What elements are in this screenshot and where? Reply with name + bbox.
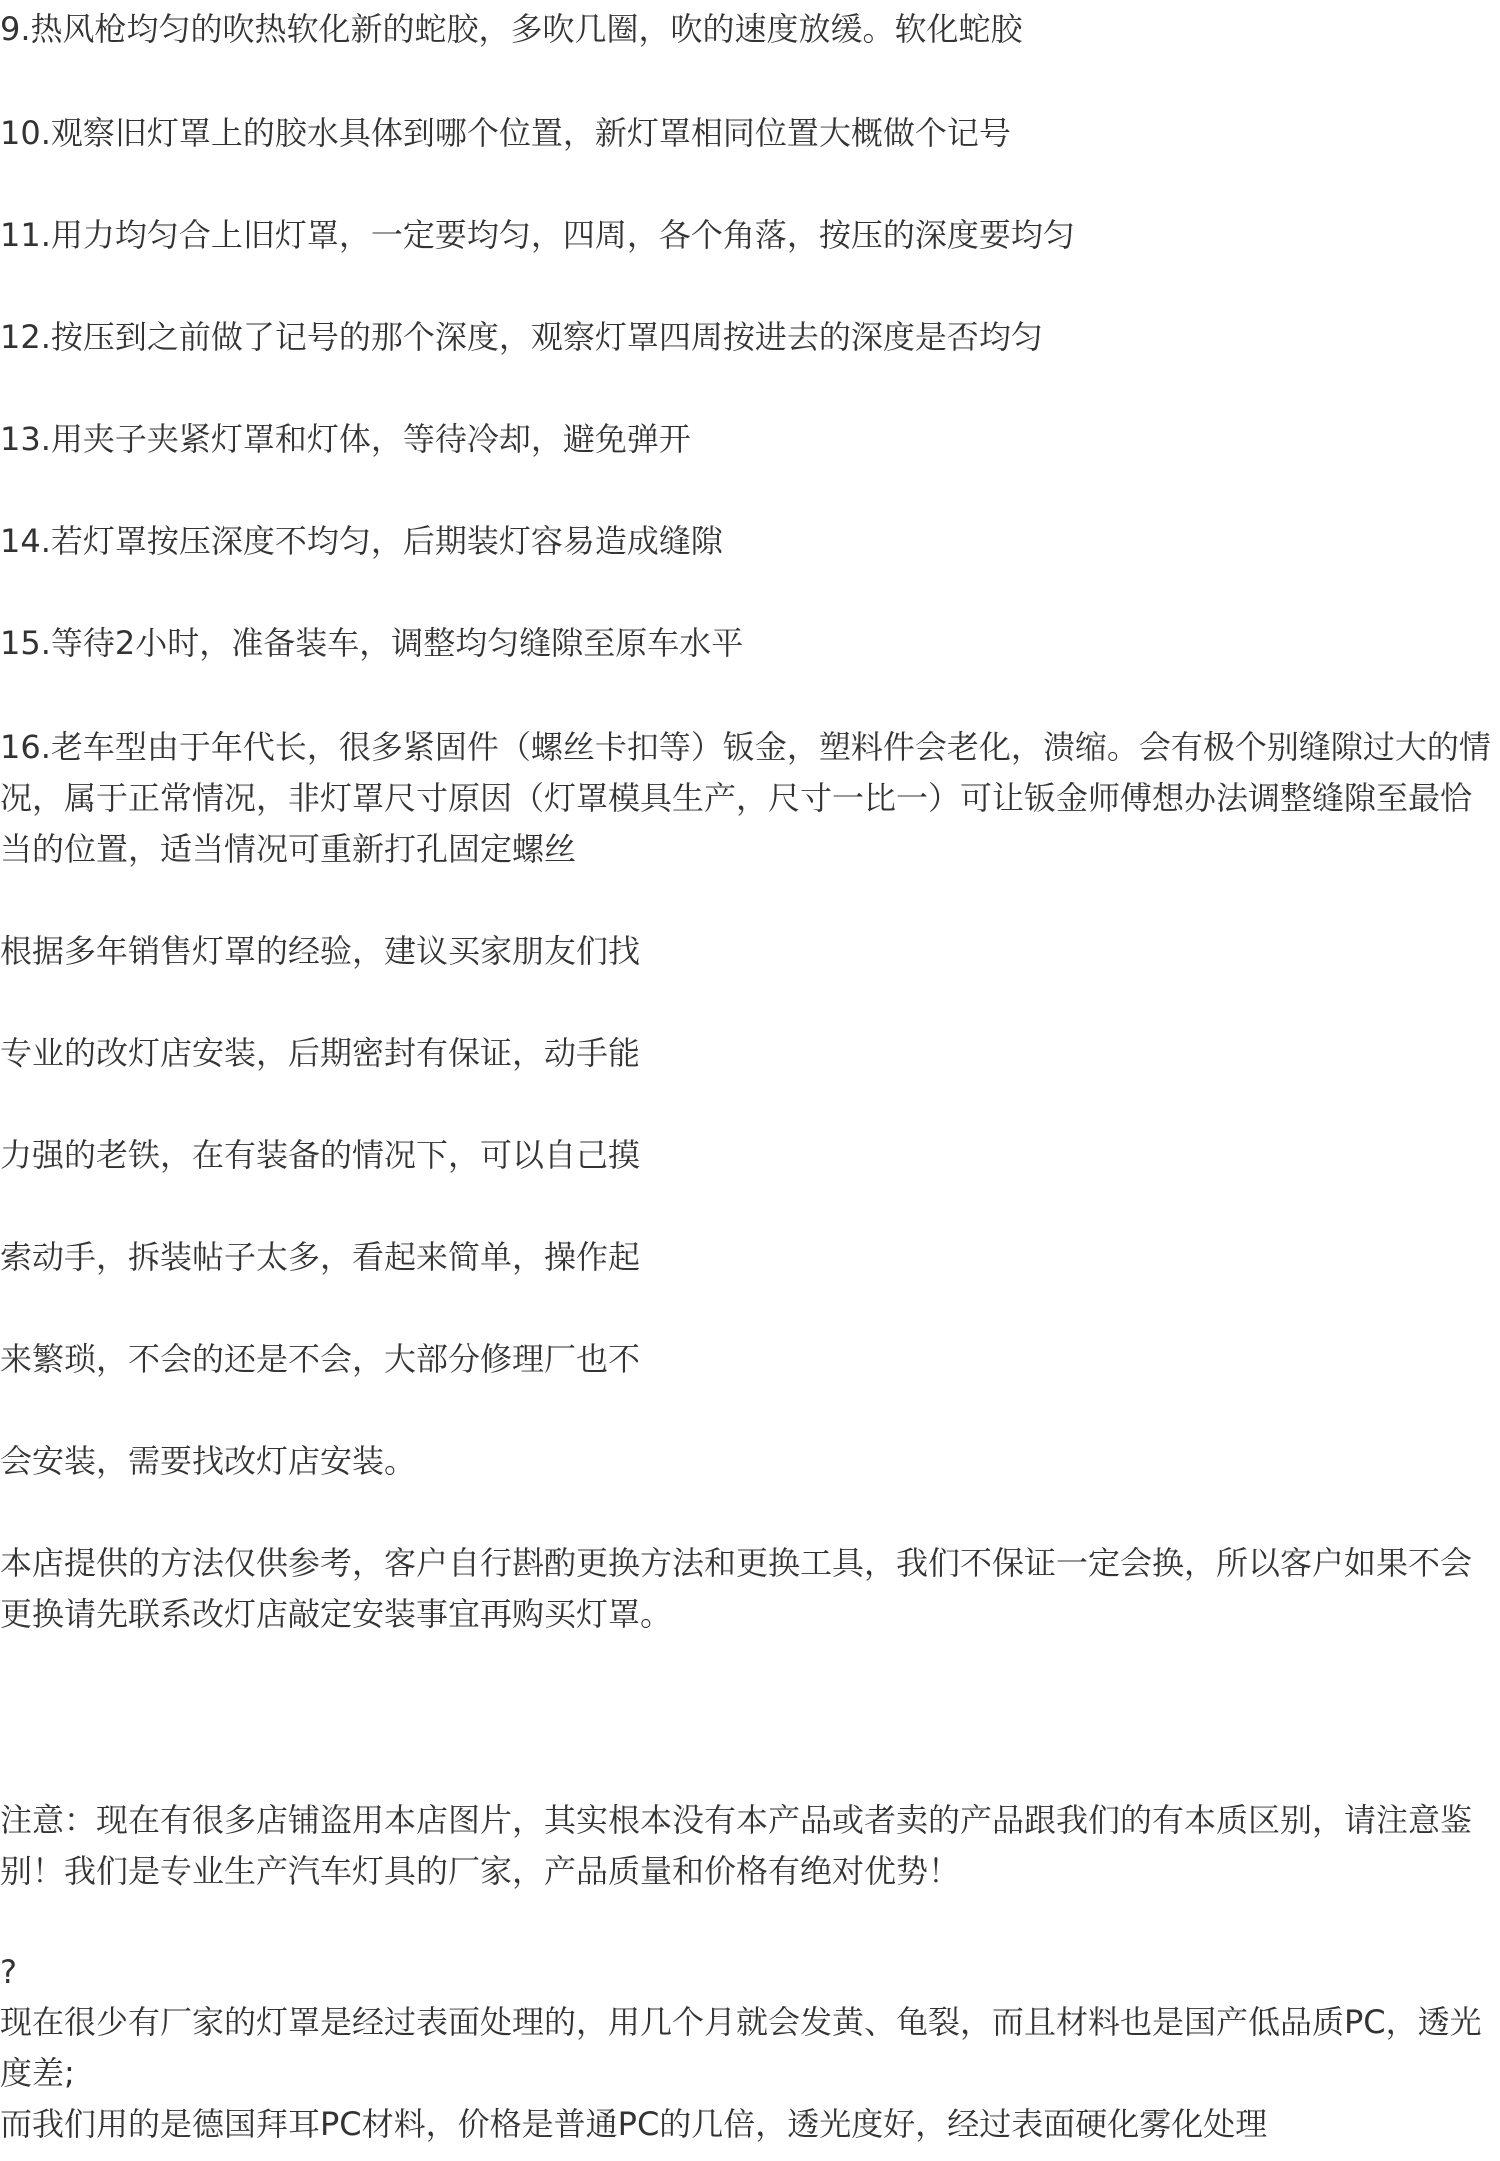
advice-line-2: 专业的改灯店安装，后期密封有保证，动手能 <box>0 1034 641 1072</box>
advice-line-3: 力强的老铁，在有装备的情况下，可以自己摸 <box>0 1136 641 1174</box>
step-13: 13.用夹子夹紧灯罩和灯体，等待冷却，避免弹开 <box>0 420 691 458</box>
step-14: 14.若灯罩按压深度不均匀，后期装灯容易造成缝隙 <box>0 522 723 560</box>
step-11: 11.用力均匀合上旧灯罩，一定要均匀，四周，各个角落，按压的深度要均匀 <box>0 216 1075 254</box>
disclaimer: 本店提供的方法仅供参考，客户自行斟酌更换方法和更换工具，我们不保证一定会换，所以客户如果不会更换请先联系改灯店敲定安装事宜再购买灯罩。 <box>0 1544 1473 1633</box>
advice-line-4: 索动手，拆装帖子太多，看起来简单，操作起 <box>0 1238 641 1276</box>
step-9: 9.热风枪均匀的吹热软化新的蛇胶，多吹几圈，吹的速度放缓。软化蛇胶 <box>0 10 1023 48</box>
material-compare-2: 而我们用的是德国拜耳PC材料，价格是普通PC的几倍，透光度好，经过表面硬化雾化处理 <box>0 2105 1268 2143</box>
step-15: 15.等待2小时，准备装车，调整均匀缝隙至原车水平 <box>0 624 744 662</box>
material-compare-1: 现在很少有厂家的灯罩是经过表面处理的，用几个月就会发黄、龟裂，而且材料也是国产低品质PC，透光度差; <box>0 2003 1482 2092</box>
advice-line-5: 来繁琐，不会的还是不会，大部分修理厂也不 <box>0 1340 641 1378</box>
step-16: 16.老车型由于年代长，很多紧固件（螺丝卡扣等）钣金，塑料件会老化，溃缩。会有极个别缝隙过大的情况，属于正常情况，非灯罩尺寸原因（灯罩模具生产，尺寸一比一）可让钣金师傅想办法调整缝隙至最恰当的位置，适当情况可重新打孔固定螺丝 <box>0 728 1491 868</box>
advice-line-6: 会安装，需要找改灯店安装。 <box>0 1442 417 1480</box>
step-12: 12.按压到之前做了记号的那个深度，观察灯罩四周按进去的深度是否均匀 <box>0 318 1043 356</box>
notice: 注意：现在有很多店铺盗用本店图片，其实根本没有本产品或者卖的产品跟我们的有本质区别，请注意鉴别！我们是专业生产汽车灯具的厂家，产品质量和价格有绝对优势！ <box>0 1801 1473 1890</box>
question-mark: ? <box>0 1953 17 1991</box>
advice-line-1: 根据多年销售灯罩的经验，建议买家朋友们找 <box>0 932 641 970</box>
step-10: 10.观察旧灯罩上的胶水具体到哪个位置，新灯罩相同位置大概做个记号 <box>0 114 1011 152</box>
